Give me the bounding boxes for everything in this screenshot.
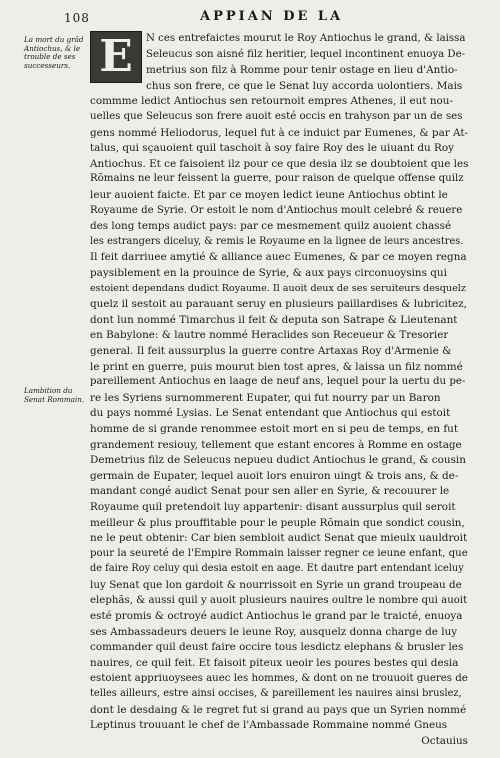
text-line: en Babylone: & lautre nommé Heraclides son Receueur & Tresorier <box>90 329 449 342</box>
margin-note: La mort du grãd Antiochus, & le trouble de ses successeurs. <box>24 35 84 70</box>
text-line: mandant congé audict Senat pour sen aller en Syrie, & recouurer le <box>90 485 450 498</box>
text-line: metrius son filz à Romme pour tenir ostage en lieu d'Antio- <box>146 64 458 77</box>
text-line: les estrangers diceluy, & remis le Royaume en la lignee de leurs ancestres. <box>90 235 464 247</box>
text-line: Il feit darriuee amytié & alliance auec Eumenes, & par ce moyen regna <box>90 251 467 264</box>
text-line: de faire Roy celuy qui desia estoit en aage. Et dautre part entendant iceluy <box>90 563 464 575</box>
text-line: uelles que Seleucus son frere auoit esté occis en trahyson par un de ses <box>90 111 463 122</box>
text-line: estoient appriuoysees auec les hommes, & dont on ne trouuoit gueres de <box>90 672 468 684</box>
initial-letter: E <box>99 31 133 82</box>
text-line: homme de si grande renommee estoit mort en si peu de temps, en fut <box>90 423 459 435</box>
text-line: chus son frere, ce que le Senat luy accorda uolontiers. Mais <box>146 79 463 92</box>
decorated-initial <box>90 31 142 83</box>
text-line: commme ledict Antiochus sen retournoit empres Athenes, il eut nou- <box>90 95 453 108</box>
text-line: Royaume quil pretendoit luy appartenir: disant aussurplus quil seroit <box>90 501 456 513</box>
text-line: leur auoient faicte. Et par ce moyen ledict ieune Antiochus obtint le <box>90 189 448 201</box>
text-line: Rõmains ne leur feissent la guerre, pour raison de quelque offense quilz <box>90 173 464 185</box>
page-number: 108 <box>64 11 90 25</box>
text-line: Octauius <box>421 735 468 747</box>
text-line: estoient dependans dudict Royaume. Il auoit deux de ses seruiteurs desquelz <box>90 282 466 294</box>
text-line: commander quil deust faire occire tous lesdictz elephans & brusler les <box>90 641 464 654</box>
text-line: telles ailleurs, estre ainsi occises, & pareillement les nauires ainsi bruslez, <box>90 688 462 700</box>
text-line: paysiblement en la prouince de Syrie, & aux pays circonuoysins qui <box>90 267 447 279</box>
text-line: des long temps audict pays: par ce mesmement quilz auoient chassé <box>90 220 452 233</box>
text-line: Antiochus. Et ce faisoient ilz pour ce que desia ilz se doubtoient que les <box>90 157 469 170</box>
text-line: quelz il sestoit au parauant seruy en plusieurs paillardises & lubricitez, <box>90 298 467 311</box>
text-line: luy Senat que lon gardoit & nourrissoit en Syrie un grand troupeau de <box>90 579 462 591</box>
text-line: Royaume de Syrie. Or estoit le nom d'Antiochus moult celebré & reuere <box>90 204 463 216</box>
page-header <box>0 5 500 27</box>
text-line: meilleur & plus prouffitable pour le peuple Rõmain que sondict cousin, <box>90 516 465 529</box>
text-line: general. Il feit aussurplus la guerre contre Artaxas Roy d'Armenie & <box>90 345 452 357</box>
text-line: N ces entrefaictes mourut le Roy Antiochus le grand, & laissa <box>146 33 466 44</box>
text-line: Leptinus trouuant le chef de l'Ambassade Rommaine nommé Gneus <box>90 719 448 732</box>
text-line: dont le desdaing & le regret fut si grand au pays que un Syrien nommé <box>90 703 467 716</box>
running-head: APPIAN DE LA <box>200 9 344 24</box>
text-line: pareillement Antiochus en laage de neuf ans, lequel pour la uertu du pe- <box>90 376 466 388</box>
text-line: nauires, ce quil feit. Et faisoit piteux ueoir les poures bestes qui desia <box>90 657 459 669</box>
text-line: le print en guerre, puis mourut bien tost apres, & laissa un filz nommé <box>90 360 463 373</box>
text-line: dont lun nommé Timarchus il feit & deputa son Satrape & Lieutenant <box>90 313 458 326</box>
text-line: Seleucus son aisné filz heritier, lequel incontinent enuoya De- <box>146 48 466 60</box>
text-line: grandement resiouy, tellement que estant encores à Romme en ostage <box>90 438 462 451</box>
text-line: re les Syriens surnommerent Eupater, qui fut nourry par un Baron <box>90 391 441 404</box>
margin-note: Lambition du Senat Rommain. <box>24 386 85 404</box>
text-line: ses Ambassadeurs deuers le ieune Roy, ausquelz donna charge de luy <box>90 625 458 638</box>
text-line: Demetrius filz de Seleucus nepueu dudict Antiochus le grand, & cousin <box>90 454 466 467</box>
text-line: du pays nommé Lysias. Le Senat entendant que Antiochus qui estoit <box>90 407 451 420</box>
text-line: ne le peut obtenir: Car bien sembloit audict Senat que mieulx uauldroit <box>90 532 468 545</box>
text-line: esté promis & octroyé audict Antiochus le grand par le traicté, enuoya <box>90 610 463 623</box>
text-line: pour la seureté de l'Empire Rommain laisser regner ce ieune enfant, que <box>90 547 468 559</box>
text-line: germain de Eupater, lequel auoit lors enuiron uingt & trois ans, & de- <box>90 469 459 482</box>
text-line: talus, qui sçauoient quil taschoit à soy faire Roy des le uiuant du Roy <box>90 142 454 155</box>
text-line: elephãs, & aussi quil y auoit plusieurs nauires oultre le nombre qui auoit <box>90 594 468 606</box>
text-line: gens nommé Heliodorus, lequel fut à ce induict par Eumenes, & par At- <box>90 126 469 139</box>
